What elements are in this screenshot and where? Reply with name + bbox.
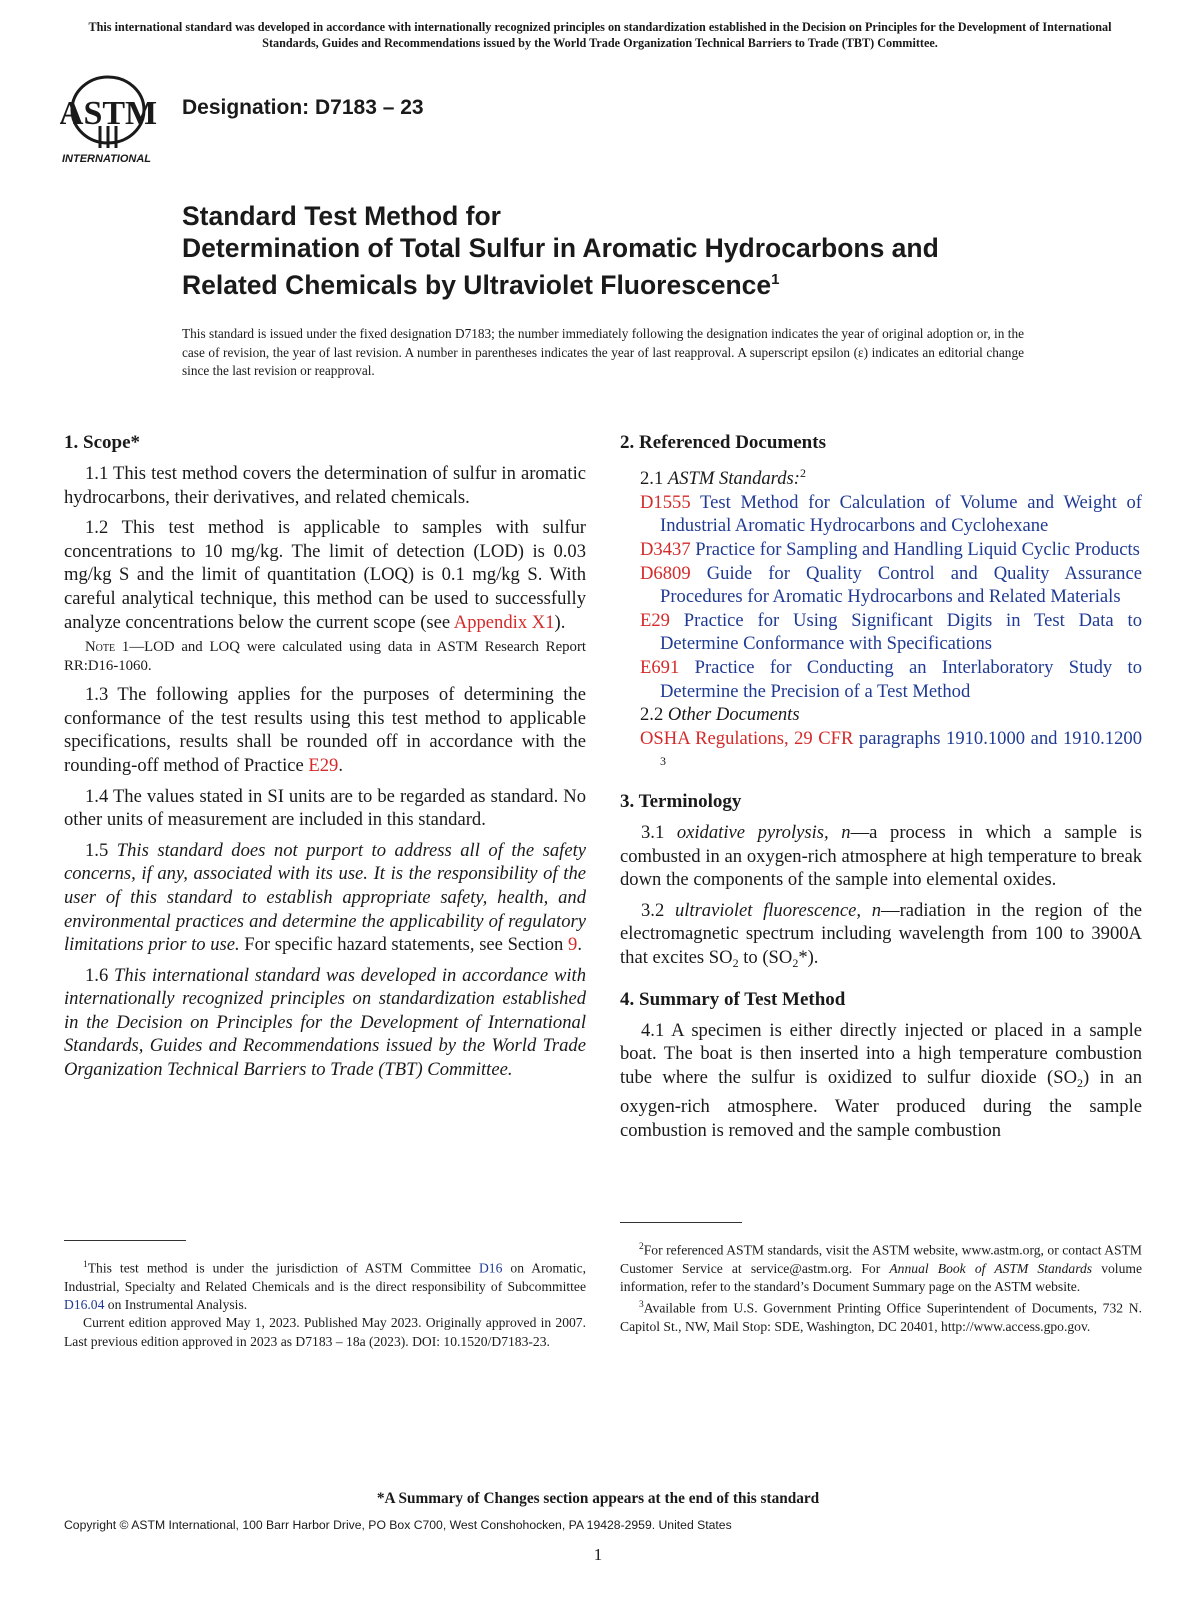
footnote-1-text-c: on Instrumental Analysis.: [104, 1297, 248, 1313]
ref-code-link[interactable]: E691: [640, 656, 680, 678]
appendix-x1-link[interactable]: Appendix X1: [453, 611, 555, 633]
subscript: 2: [732, 956, 739, 971]
para-1-1: 1.1 This test method covers the determination of sulfur in aromatic hydrocarbons, their derivatives, and related chemicals.: [64, 463, 586, 508]
ref-title[interactable]: Practice for Conducting an Interlaboratory Study to Determine the Precision of a Test Method: [660, 656, 1142, 702]
para-1-6: [64, 964, 586, 1082]
para-4-1-end: ) in an oxygen-rich atmosphere. Water produced during the sample combustion is removed and the sample combustion: [620, 1066, 1142, 1142]
footnote-2-italic: Annual Book of ASTM Standards: [889, 1260, 1093, 1276]
astm-logo-mark: [60, 68, 172, 168]
ref-title[interactable]: Practice for Using Significant Digits in Test Data to Determine Conformance with Specifications: [660, 609, 1142, 655]
term-3-2: [620, 899, 1142, 976]
osha-link[interactable]: OSHA Regulations, 29 CFR: [640, 727, 854, 749]
footnotes-left: [64, 1256, 586, 1351]
para-4-1-text: 4.1 A specimen is either directly injected or placed in a sample boat. The boat is then inserted into a high temperature combustion tube where the sulfur is oxidized to sulfur dioxide (SO: [620, 1019, 1142, 1088]
para-1-6-num: 1.6: [85, 964, 115, 986]
subscript: 2: [792, 956, 799, 971]
ref-item[interactable]: [620, 491, 1142, 538]
page-number: 1: [593, 1545, 603, 1564]
refdocs-heading: 2. Referenced Documents: [620, 432, 826, 453]
right-column: [620, 432, 1142, 1150]
para-1-5-italic: This standard does not purport to address all of the safety concerns, if any, associated with its use. It is the responsibility of the user of this standard to establish appropriate safety, health, and environmental practices and determine the applicability of regulatory limitations prior to use.: [64, 839, 586, 956]
term-3-2-end: *).: [798, 947, 819, 969]
term-3-1-num: 3.1: [641, 822, 677, 844]
sub-2-2-num: 2.2: [640, 704, 668, 726]
footnote-1-edition: Current edition approved May 1, 2023. Published May 2023. Originally approved in 2007. Last previous edition approved in 2023 as D7183 – 18a (2023). DOI: 10.1520/D7183-23.: [64, 1315, 586, 1349]
note-1-label: Note 1: [85, 639, 130, 656]
issuance-note: This standard is issued under the fixed designation D7183; the number immediately following the designation indicates the year of original adoption or, in the case of revision, the year of last revision. A number in parentheses indicates the year of last reapproval. A superscript epsilon (ε) indicates an editorial change since the last revision or reapproval.: [182, 326, 1024, 379]
para-1-5-end: .: [577, 934, 582, 956]
footnote-1-text-b: on Aromatic, Industrial, Specialty and Related Chemicals and is the direct responsibility of Subcommittee: [64, 1260, 587, 1294]
title-footnote-mark: 1: [771, 271, 780, 288]
copyright-line: Copyright © ASTM International, 100 Barr Harbor Drive, PO Box C700, West Conshohocken, PA 19428-2959. United States: [64, 1518, 732, 1532]
term-3-2-num: 3.2: [641, 899, 675, 921]
term-3-1: [620, 821, 1142, 892]
note-1: [64, 638, 586, 676]
ref-item[interactable]: [620, 609, 1142, 656]
footnote-1-text: This test method is under the jurisdiction of ASTM Committee: [87, 1260, 479, 1276]
footnote-2-text: For referenced ASTM standards, visit the ASTM website, www.astm.org, or contact ASTM Customer Service at service@astm.org. For: [620, 1242, 1142, 1276]
astm-logo: [60, 68, 172, 168]
footnote-rule-right: [620, 1222, 742, 1223]
ref-code-link[interactable]: D1555: [640, 491, 691, 513]
para-1-4: 1.4 The values stated in SI units are to be regarded as standard. No other units of measurement are included in this standard.: [64, 785, 586, 831]
footnote-2-text-b: volume information, refer to the standard’s Document Summary page on the ASTM website.: [620, 1260, 1142, 1295]
footnote-1: [64, 1256, 586, 1314]
e29-link[interactable]: E29: [308, 754, 339, 776]
para-1-2-end: ).: [554, 611, 566, 633]
document-title: [182, 200, 1082, 301]
ref-title[interactable]: Test Method for Calculation of Volume and Weight of Industrial Aromatic Hydrocarbons and Cyclohexane: [660, 491, 1142, 537]
footnote-2-mark: 2: [639, 1242, 644, 1252]
osha-title[interactable]: paragraphs 1910.1000 and 1910.1200: [853, 727, 1142, 749]
title-line-2: Determination of Total Sulfur in Aromatic Hydrocarbons and: [182, 233, 939, 263]
osha-ref-item[interactable]: [620, 727, 1142, 779]
term-3-1-term: oxidative pyrolysis, n: [676, 822, 851, 844]
para-1-5-num: 1.5: [85, 839, 117, 861]
para-1-6-italic: This international standard was developed in accordance with internationally recognized principles on standardization established in the Decision on Principles for the Development of International Standards, Guides and Recommendations issued by the World Trade Organization Technical Barriers to Trade (TBT) Committee.: [64, 964, 587, 1081]
astm-standards-subheading: [620, 462, 1142, 491]
title-line-1: Standard Test Method for: [182, 201, 501, 231]
logo-subtitle: INTERNATIONAL: [62, 153, 152, 165]
designation: Designation: D7183 – 23: [182, 96, 424, 119]
term-3-2-term: ultraviolet fluorescence, n: [674, 899, 881, 921]
sub-2-1-label: ASTM Standards:: [667, 468, 800, 490]
para-1-3-text: 1.3 The following applies for the purposes of determining the conformance of the test results using this test method to applicable specifications, results shall be rounded off in accordance with the rounding-off method of Practice: [64, 684, 586, 776]
terminology-heading: 3. Terminology: [620, 791, 742, 813]
title-line-3: Related Chemicals by Ultraviolet Fluorescence: [182, 269, 772, 300]
term-3-2-mid: to (SO: [738, 947, 793, 969]
footnotes-right: [620, 1238, 1142, 1337]
para-1-5: [64, 839, 586, 957]
footnote-rule-left: [64, 1240, 186, 1241]
d16-04-link[interactable]: D16.04: [64, 1297, 105, 1313]
tbt-banner: This international standard was developed in accordance with internationally recognized principles on standardization established in the Decision on Principles for the Development of International Standards, Guides and Recommendations issued by the World Trade Organization Technical Barriers to Trade (TBT) Committee.: [88, 20, 1112, 50]
summary-of-changes-note: *A Summary of Changes section appears at the end of this standard: [376, 1490, 820, 1507]
scope-heading: 1. Scope*: [64, 432, 140, 453]
subscript: 2: [1077, 1075, 1084, 1090]
footnote-3-text: Available from U.S. Government Printing Office Superintendent of Documents, 732 N. Capitol St., NW, Mail Stop: SDE, Washington, DC 20401, http://www.access.gpo.gov.: [620, 1300, 1142, 1335]
term-3-2-definition: —radiation in the region of the electromagnetic spectrum including wavelength from 100 to 3900A that excites SO: [620, 899, 1143, 969]
para-1-5-tail: For specific hazard statements, see Section: [239, 934, 569, 956]
ref-code-link[interactable]: D6809: [640, 562, 691, 584]
footnote-2: [620, 1238, 1142, 1296]
para-1-2-text: 1.2 This test method is applicable to samples with sulfur concentrations to 10 mg/kg. The limit of detection (LOD) is 0.03 mg/kg S and the limit of quantitation (LOQ) is 0.1 mg/kg S. With careful analytical technique, this method can be used to successfully analyze concentrations below the current scope (see: [64, 517, 586, 633]
osha-footnote-mark: 3: [660, 754, 666, 769]
para-1-3: [64, 683, 586, 777]
sub-2-1-num: 2.1: [640, 468, 668, 490]
ref-item[interactable]: [620, 538, 1142, 562]
logo-letters: ASTM: [60, 95, 158, 132]
summary-heading: 4. Summary of Test Method: [620, 988, 846, 1010]
para-1-2: [64, 516, 586, 634]
term-3-1-definition: —a process in which a sample is combusted in an oxygen-rich atmosphere at high temperature to break down the components of the sample into elemental oxides.: [620, 822, 1142, 891]
footnote-1-mark: 1: [83, 1260, 88, 1270]
ref-item[interactable]: [620, 562, 1142, 609]
d16-link[interactable]: D16: [478, 1260, 503, 1276]
left-column: [64, 432, 586, 1089]
footnote-3-mark: 3: [639, 1300, 644, 1311]
footnote-3: [620, 1296, 1142, 1336]
other-documents-subheading: [620, 703, 1142, 727]
sub-2-2-label: Other Documents: [667, 704, 800, 726]
sub-2-1-footnote-mark: 2: [799, 466, 806, 480]
ref-code-link[interactable]: E29: [640, 609, 670, 631]
ref-code-link[interactable]: D3437: [640, 538, 691, 560]
para-1-3-end: .: [338, 754, 344, 776]
ref-item[interactable]: [620, 656, 1142, 703]
para-4-1: [620, 1019, 1142, 1143]
note-1-text: —LOD and LOQ were calculated using data in ASTM Research Report RR:D16-1060.: [64, 639, 586, 675]
ref-title[interactable]: Practice for Sampling and Handling Liquid Cyclic Products: [690, 538, 1140, 560]
ref-title[interactable]: Guide for Quality Control and Quality Assurance Procedures for Aromatic Hydrocarbons and Related Materials: [660, 562, 1142, 608]
section-9-link[interactable]: 9: [568, 934, 578, 956]
